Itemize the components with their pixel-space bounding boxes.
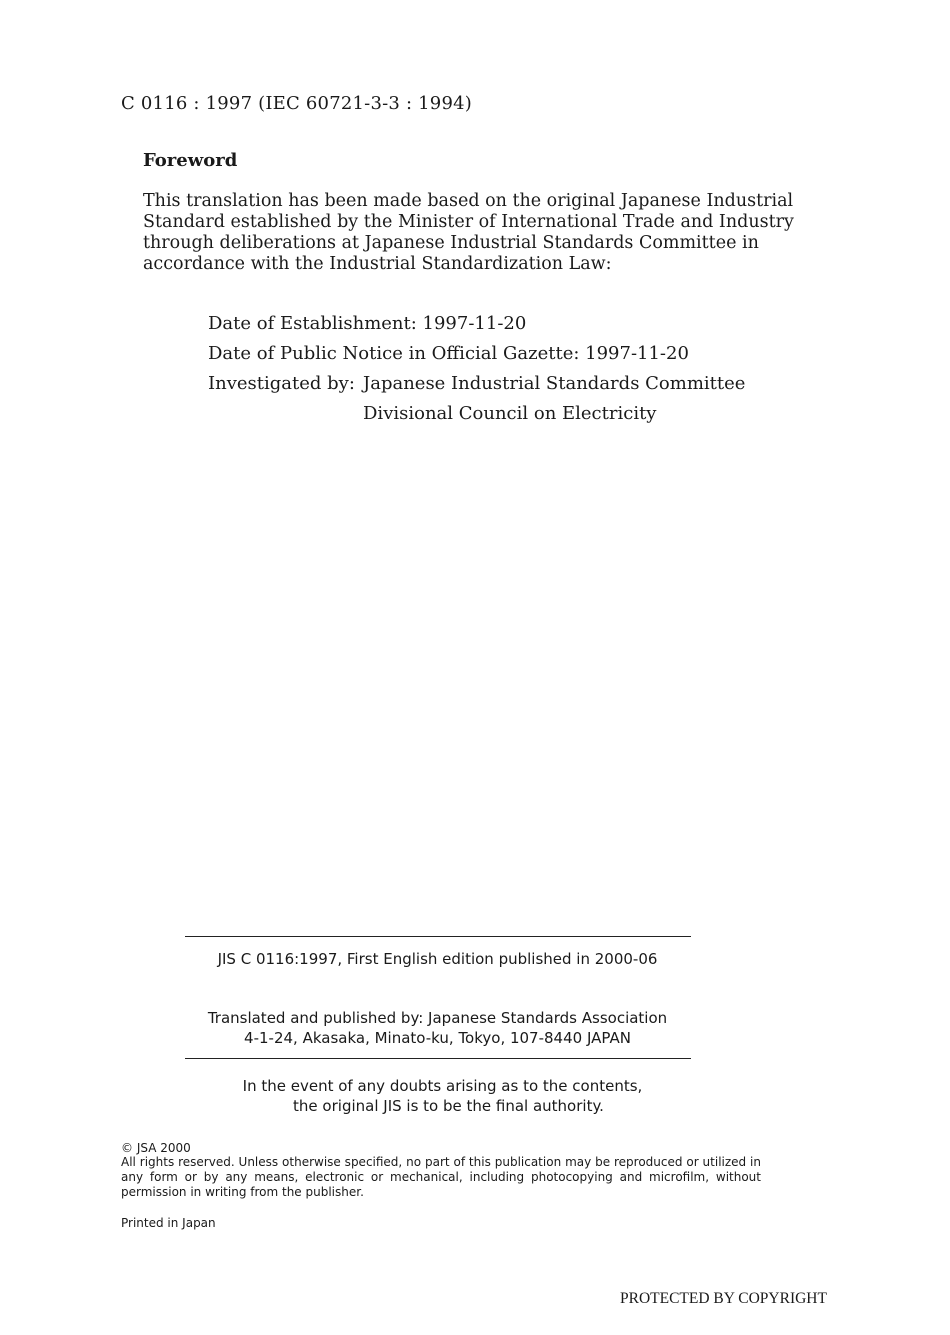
investigated-by-label: Investigated by: [208,373,355,394]
protected-by-copyright-stamp: PROTECTED BY COPYRIGHT [620,1290,827,1307]
divider-top [185,936,691,937]
intro-line: through deliberations at Japanese Industrial Standards Committee in [143,233,759,253]
copyright-notice: © JSA 2000 [121,1141,191,1155]
foreword-intro [143,191,794,275]
investigated-by-committee: Japanese Industrial Standards Committee [363,373,746,394]
document-designation: C 0116 : 1997 (IEC 60721-3-3 : 1994) [121,93,472,114]
authority-note-line-1: In the event of any doubts arising as to the contents, [242,1077,643,1095]
investigated-by-council: Divisional Council on Electricity [363,403,657,424]
rights-statement: All rights reserved. Unless otherwise specified, no part of this publication may be reproduced or utilized in any form or by any means, electronic or mechanical, including photocopying and microfilm, without permission in writing from the publisher. [121,1155,761,1199]
printed-in: Printed in Japan [121,1216,216,1230]
edition-note: JIS C 0116:1997, First English edition published in 2000-06 [217,950,658,968]
publisher-line: Translated and published by: Japanese Standards Association [207,1009,668,1027]
intro-line: This translation has been made based on the original Japanese Industrial [143,191,794,211]
authority-note-line-2: the original JIS is to be the final authority. [293,1097,604,1115]
foreword-heading: Foreword [143,150,238,171]
intro-line: Standard established by the Minister of International Trade and Industry [143,212,794,232]
date-of-public-notice: Date of Public Notice in Official Gazette: 1997-11-20 [208,343,689,364]
intro-line: accordance with the Industrial Standardization Law: [143,254,612,274]
date-of-establishment: Date of Establishment: 1997-11-20 [208,313,527,334]
divider-bottom [185,1058,691,1059]
publisher-address: 4-1-24, Akasaka, Minato-ku, Tokyo, 107-8440 JAPAN [244,1029,631,1047]
